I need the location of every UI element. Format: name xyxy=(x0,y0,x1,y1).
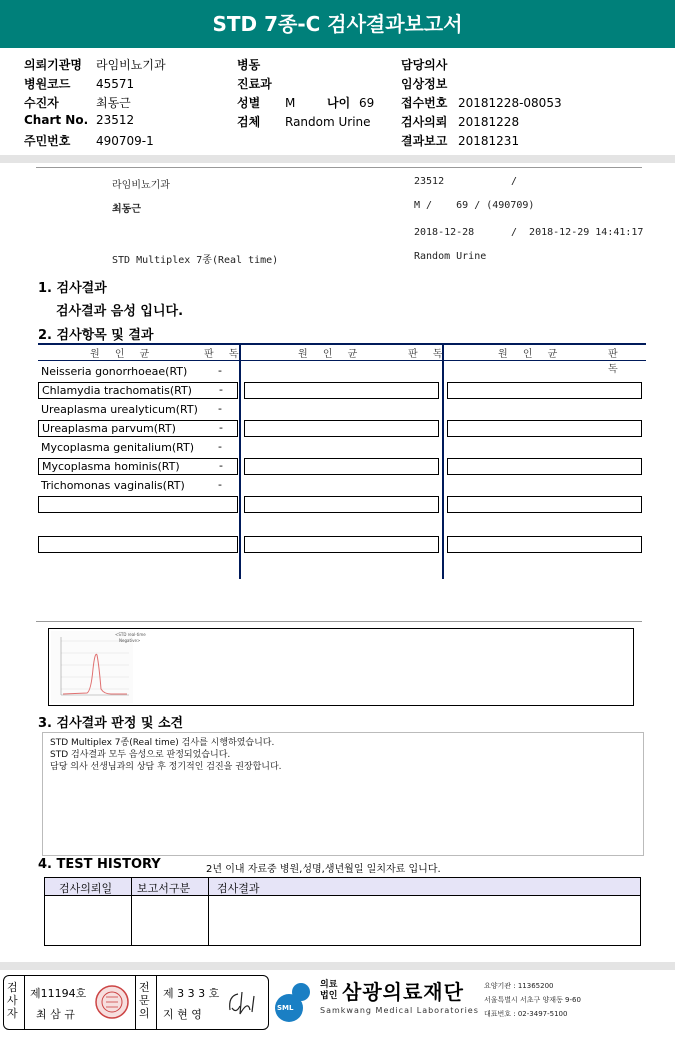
header-label: 검체 xyxy=(237,115,261,129)
divider xyxy=(156,976,157,1029)
organism-name: Neisseria gonorrhoeae(RT) xyxy=(41,365,188,378)
empty-cell xyxy=(244,382,439,399)
history-col-divider xyxy=(131,878,132,945)
col-header-organism: 원 인 균 xyxy=(498,349,564,360)
header-col1 xyxy=(24,56,224,151)
history-header-bg xyxy=(45,878,640,896)
table-header-rule xyxy=(38,360,646,361)
empty-cell xyxy=(38,496,238,513)
header-label: 주민번호 xyxy=(24,134,71,148)
history-note: 2년 이내 자료중 병원,성명,생년월일 일치자료 입니다. xyxy=(206,864,441,875)
header-label: 수진자 xyxy=(24,96,59,110)
header-value: 23512 xyxy=(96,113,135,127)
separator xyxy=(0,962,675,970)
header-label: 담당의사 xyxy=(401,58,448,72)
info-name: 최동근 xyxy=(112,204,141,215)
divider xyxy=(36,167,642,168)
organism-name: Ureaplasma parvum(RT) xyxy=(42,422,176,435)
empty-cell xyxy=(244,420,439,437)
pcr-graph-box xyxy=(48,628,634,706)
header-label: 병동 xyxy=(237,58,261,72)
empty-cell xyxy=(244,458,439,475)
empty-cell xyxy=(447,382,642,399)
table-row xyxy=(38,439,238,456)
organism-result: - xyxy=(219,459,223,472)
opinion-line: STD 검사결과 모두 음성으로 판정되었습니다. xyxy=(50,750,231,760)
corp-label xyxy=(320,980,337,1002)
header-value: 490709-1 xyxy=(96,134,154,148)
header-label: 병원코드 xyxy=(24,77,71,91)
info-specimen: Random Urine xyxy=(414,251,487,262)
specialist-no: 제 3 3 3 호 xyxy=(163,987,220,1000)
organism-name: Chlamydia trachomatis(RT) xyxy=(42,384,192,397)
age-value: 69 xyxy=(359,96,375,110)
header-label: 진료과 xyxy=(237,77,272,91)
organism-result: - xyxy=(218,364,222,377)
org-address: 서울특별시 서초구 양재동 9-60 xyxy=(484,996,581,1004)
organism-name: Trichomonas vaginalis(RT) xyxy=(41,479,185,492)
divider xyxy=(24,976,25,1029)
section2-heading: 2. 검사항목 및 결과 xyxy=(38,328,154,343)
header-value: 20181231 xyxy=(458,134,520,148)
header-value: 20181228 xyxy=(458,115,520,129)
table-row xyxy=(38,477,238,494)
history-col-header: 보고서구분 xyxy=(137,882,191,895)
sml-logo-icon xyxy=(271,978,317,1024)
age-label: 나이 xyxy=(327,96,351,110)
history-table xyxy=(44,877,641,946)
table-row xyxy=(38,382,238,399)
opinion-line: 담당 의사 선생님과의 상담 후 정기적인 검진을 권장합니다. xyxy=(50,762,282,772)
org-name: 삼광의료재단 xyxy=(342,980,464,1004)
table-row xyxy=(38,401,238,418)
signature-icon xyxy=(226,986,262,1020)
history-col-header: 검사의뢰일 xyxy=(59,882,113,895)
results-table xyxy=(38,343,646,579)
header-label: 결과보고 xyxy=(401,134,448,148)
org-code: 요양기관 : 11365200 xyxy=(484,982,554,990)
section1-text: 검사결과 음성 입니다. xyxy=(56,304,184,319)
empty-cell xyxy=(447,420,642,437)
header-value: 20181228-08053 xyxy=(458,96,562,110)
table-row xyxy=(38,363,238,380)
corp-label-line: 의료 xyxy=(320,980,338,990)
graph-subtitle: Negative> xyxy=(119,638,141,643)
header-label: 의뢰기관명 xyxy=(24,58,82,72)
info-test: STD Multiplex 7종(Real time) xyxy=(112,255,279,266)
opinion-box xyxy=(42,732,644,856)
organism-name: Ureaplasma urealyticum(RT) xyxy=(41,403,198,416)
header-value: Random Urine xyxy=(285,115,371,129)
divider xyxy=(135,976,136,1029)
header-label: 접수번호 xyxy=(401,96,448,110)
history-col-header: 검사결과 xyxy=(217,882,260,895)
header-col2 xyxy=(237,56,397,132)
corp-label-line: 법인 xyxy=(320,991,338,1001)
organism-result: - xyxy=(219,383,223,396)
col-header-result: 판 독 xyxy=(204,349,245,360)
opinion-line: STD Multiplex 7종(Real time) 검사를 시행하였습니다. xyxy=(50,738,275,748)
organism-name: Mycoplasma genitalium(RT) xyxy=(41,441,195,454)
inspector-name: 최 삼 규 xyxy=(36,1008,75,1021)
column-divider xyxy=(442,343,444,579)
section1-heading: 1. 검사결과 xyxy=(38,281,107,296)
inspector-label: 검사자 xyxy=(7,981,18,1020)
col-header-organism: 원 인 균 xyxy=(298,349,364,360)
info-date1: 2018-12-28 xyxy=(414,227,475,238)
empty-cell xyxy=(447,536,642,553)
header-label: 검사의뢰 xyxy=(401,115,448,129)
empty-cell xyxy=(447,458,642,475)
organism-result: - xyxy=(218,402,222,415)
inspector-no: 제11194호 xyxy=(30,987,87,1000)
specialist-label: 전문의 xyxy=(139,981,150,1020)
table-row xyxy=(38,420,238,437)
empty-cell xyxy=(244,496,439,513)
col-header-result: 판 독 xyxy=(408,349,449,360)
header-value: 라임비뇨기과 xyxy=(96,58,166,72)
header-label: 임상정보 xyxy=(401,77,448,91)
org-phone: 대표번호 : 02-3497-5100 xyxy=(484,1010,568,1018)
section3-heading: 3. 검사결과 판정 및 소견 xyxy=(38,716,184,731)
col-header-organism: 원 인 균 xyxy=(90,349,156,360)
empty-cell xyxy=(244,536,439,553)
header-value: 최동근 xyxy=(96,96,131,110)
empty-cell xyxy=(447,496,642,513)
signature-box xyxy=(3,975,269,1030)
organism-result: - xyxy=(218,478,222,491)
graph-title: <STD real-time xyxy=(115,632,146,637)
info-hospital: 라임비뇨기과 xyxy=(112,180,170,191)
info-chart-slash: / xyxy=(511,176,518,187)
report-title: STD 7종-C 검사결과보고서 xyxy=(0,0,675,48)
info-sex-age: M / 69 / (490709) xyxy=(414,200,535,211)
header-value: M xyxy=(285,96,296,110)
header-col3 xyxy=(401,56,671,151)
logo-text: SML xyxy=(277,1004,294,1012)
specialist-name: 지 현 영 xyxy=(163,1008,202,1021)
header-label: Chart No. xyxy=(24,113,89,127)
section4-heading: 4. TEST HISTORY xyxy=(38,857,161,872)
info-date2: / 2018-12-29 14:41:17 xyxy=(511,227,644,238)
history-col-divider xyxy=(208,878,209,945)
organism-name: Mycoplasma hominis(RT) xyxy=(42,460,180,473)
column-divider xyxy=(239,343,241,579)
organism-result: - xyxy=(219,421,223,434)
table-row xyxy=(38,458,238,475)
header-value: 45571 xyxy=(96,77,135,91)
info-chart: 23512 xyxy=(414,176,445,187)
organism-result: - xyxy=(218,440,222,453)
official-seal-icon xyxy=(94,984,130,1020)
header-label: 성별 xyxy=(237,96,261,110)
empty-cell xyxy=(38,536,238,553)
divider xyxy=(36,621,642,622)
separator xyxy=(0,155,675,163)
col-header-result: 판 독 xyxy=(608,349,624,375)
org-en-name: Samkwang Medical Laboratories xyxy=(320,1006,479,1015)
